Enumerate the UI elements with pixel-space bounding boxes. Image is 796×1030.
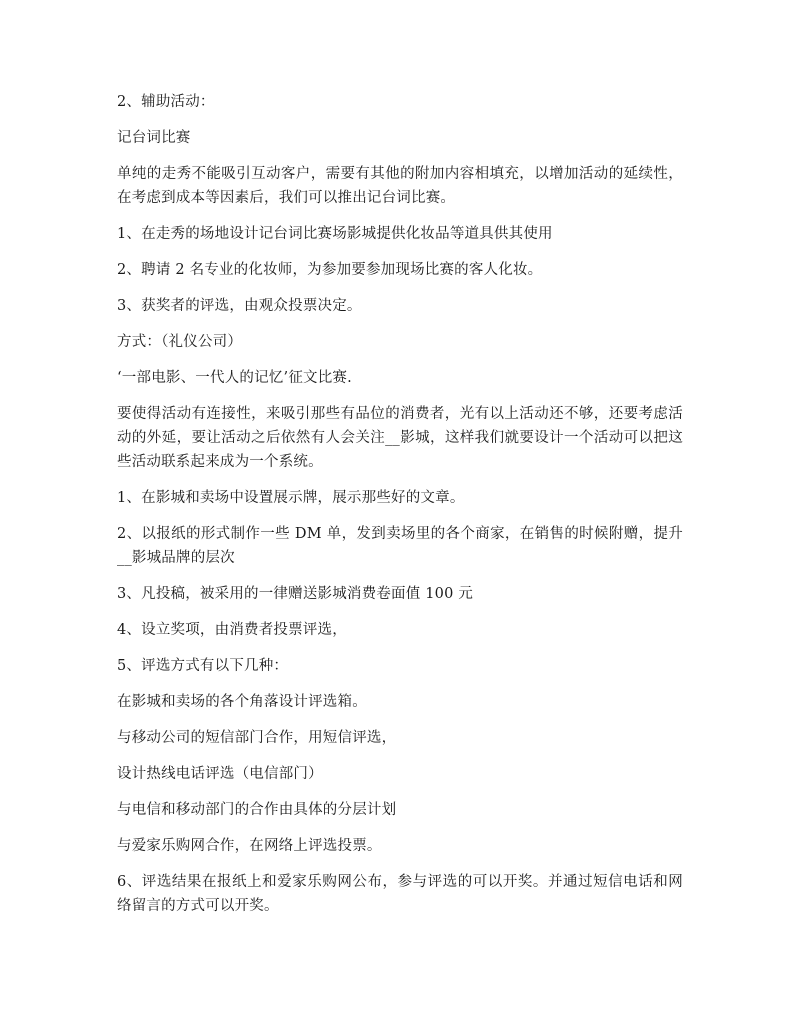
list-item-winner-selection: 3、获奖者的评选，由观众投票决定。	[117, 298, 362, 314]
list-item-awards: 4、设立奖项，由消费者投票评选，	[117, 622, 347, 638]
document-body	[117, 90, 683, 930]
list-item-makeup-artists: 2、聘请 2 名专业的化妆师，为参加要参加现场比赛的客人化妆。	[117, 262, 543, 278]
method-online-voting: 与爱家乐购网合作，在网络上评选投票。	[117, 838, 382, 854]
method-sms: 与移动公司的短信部门合作，用短信评选，	[117, 730, 397, 746]
method-ballot-box: 在影城和卖场的各个角落设计评选箱。	[117, 694, 367, 710]
method-hotline: 设计热线电话评选（电信部门）	[117, 766, 323, 782]
paragraph-essay-intro: 要使得活动有连接性，来吸引那些有品位的消费者，光有以上活动还不够，还要考虑活动的外延，要让活动之后依然有人会关注__影城，这样我们就要设计一个活动可以把这些活动联系起来成为一个系统。	[117, 406, 683, 470]
section-heading-auxiliary-activities: 2、辅助活动：	[117, 94, 215, 110]
list-item-venue-design: 1、在走秀的场地设计记台词比赛场影城提供化妆品等道具供其使用	[117, 226, 553, 242]
list-item-voucher: 3、凡投稿，被采用的一律赠送影城消费卷面值 100 元	[117, 586, 474, 602]
subheading-line-memorization-contest: 记台词比赛	[117, 130, 191, 146]
list-item-dm-flyers: 2、以报纸的形式制作一些 DM 单，发到卖场里的各个商家，在销售的时候附赠，提升__影城品牌的层次	[117, 526, 683, 566]
subheading-essay-contest: ‘一部电影、一代人的记忆’征文比赛.	[117, 370, 352, 386]
method-line: 方式：（礼仪公司）	[117, 334, 243, 350]
list-item-display-boards: 1、在影城和卖场中设置展示牌，展示那些好的文章。	[117, 490, 465, 506]
method-cooperation-plan: 与电信和移动部门的合作由具体的分层计划	[117, 802, 397, 818]
list-item-results: 6、评选结果在报纸上和爱家乐购网公布，参与评选的可以开奖。并通过短信电话和网络留言的方式可以开奖。	[117, 874, 683, 914]
paragraph-contest-intro: 单纯的走秀不能吸引互动客户，需要有其他的附加内容相填充，以增加活动的延续性，在考虑到成本等因素后，我们可以推出记台词比赛。	[117, 166, 683, 206]
list-item-selection-methods: 5、评选方式有以下几种：	[117, 658, 289, 674]
